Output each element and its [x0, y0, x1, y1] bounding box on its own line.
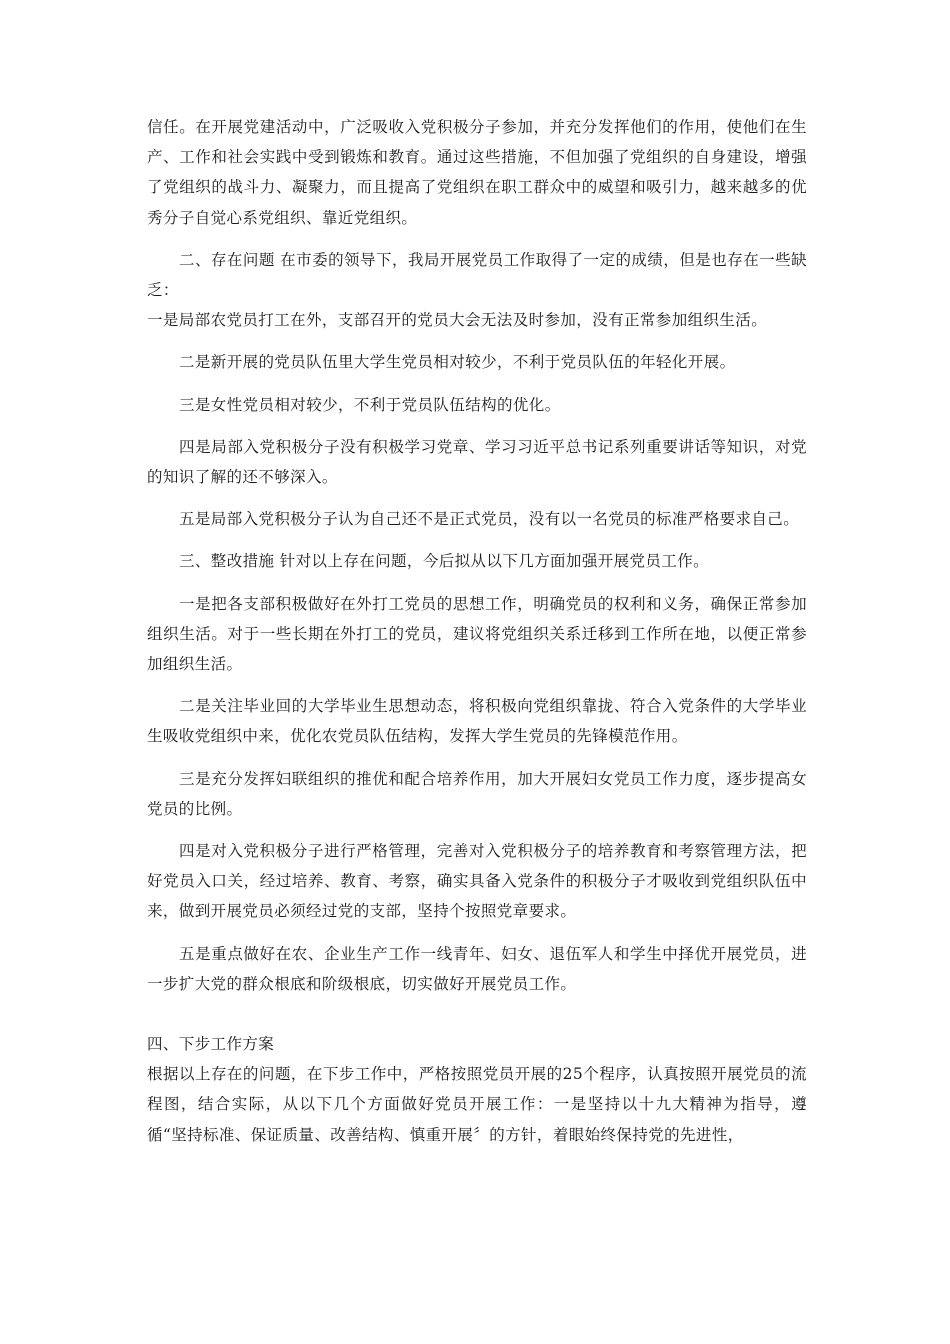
problem-item-1: 一是局部农党员打工在外，支部召开的党员大会无法及时参加，没有正常参加组织生活。 — [147, 311, 768, 330]
measure-item-5: 五是重点做好在农、企业生产工作一线青年、妇女、退伍军人和学生中择优开展党员，进一步扩大党的群众根底和阶级根底，切实做好开展党员工作。 — [147, 944, 807, 993]
document-page — [147, 112, 807, 1150]
paragraph-next-steps: 根据以上存在的问题，在下步工作中，严格按照党员开展的25个程序，认真按照开展党员的流程图，结合实际，从以下几个方面做好党员开展工作：一是坚持以十九大精神为指导，遵循“坚持标准、保证质量、改善结构、慎重开展〞的方针，着眼始终保持党的先进性， — [147, 1065, 807, 1144]
heading-rectification-measures: 三、整改措施 针对以上存在问题，今后拟从以下几方面加强开展党员工作。 — [179, 552, 710, 571]
measure-item-3: 三是充分发挥妇联组织的推优和配合培养作用，加大开展妇女党员工作力度，逐步提高女党员的比例。 — [147, 769, 807, 818]
paragraph-trust-continuation: 信任。在开展党建活动中，广泛吸收入党积极分子参加，并充分发挥他们的作用，使他们在生产、工作和社会实践中受到锻炼和教育。通过这些措施，不但加强了党组织的自身建设，增强了党组织的战斗力、凝聚力，而且提高了党组织在职工群众中的威望和吸引力，越来越多的优秀分子自觉心系党组织、靠近党组织。 — [147, 118, 807, 227]
problem-item-5: 五是局部入党积极分子认为自己还不是正式党员，没有以一名党员的标准严格要求自己。 — [179, 510, 800, 529]
heading-existing-problems: 二、存在问题 在市委的领导下，我局开展党员工作取得了一定的成绩，但是也存在一些缺乏： — [147, 250, 807, 300]
problem-item-4: 四是局部入党积极分子没有积极学习党章、学习习近平总书记系列重要讲话等知识，对党的知识了解的还不够深入。 — [147, 437, 807, 487]
measure-item-1: 一是把各支部积极做好在外打工党员的思想工作，明确党员的权利和义务，确保正常参加组织生活。对于一些长期在外打工的党员，建议将党组织关系迁移到工作所在地，以便正常参加组织生活。 — [147, 594, 807, 674]
measure-item-2: 二是关注毕业回的大学毕业生思想动态，将积极向党组织靠拢、符合入党条件的大学毕业生吸收党组织中来，优化农党员队伍结构，发挥大学生党员的先锋模范作用。 — [147, 697, 807, 746]
measure-item-4: 四是对入党积极分子进行严格管理，完善对入党积极分子的培养教育和考察管理方法，把好党员入口关，经过培养、教育、考察，确实具备入党条件的积极分子才吸收到党组织队伍中来，做到开展党员必须经过党的支部，坚持个按照党章要求。 — [147, 842, 807, 921]
problem-item-3: 三是女性党员相对较少，不利于党员队伍结构的优化。 — [179, 395, 561, 414]
problem-item-2: 二是新开展的党员队伍里大学生党员相对较少，不利于党员队伍的年轻化开展。 — [179, 353, 736, 372]
heading-next-steps: 四、下步工作方案 — [147, 1035, 275, 1054]
